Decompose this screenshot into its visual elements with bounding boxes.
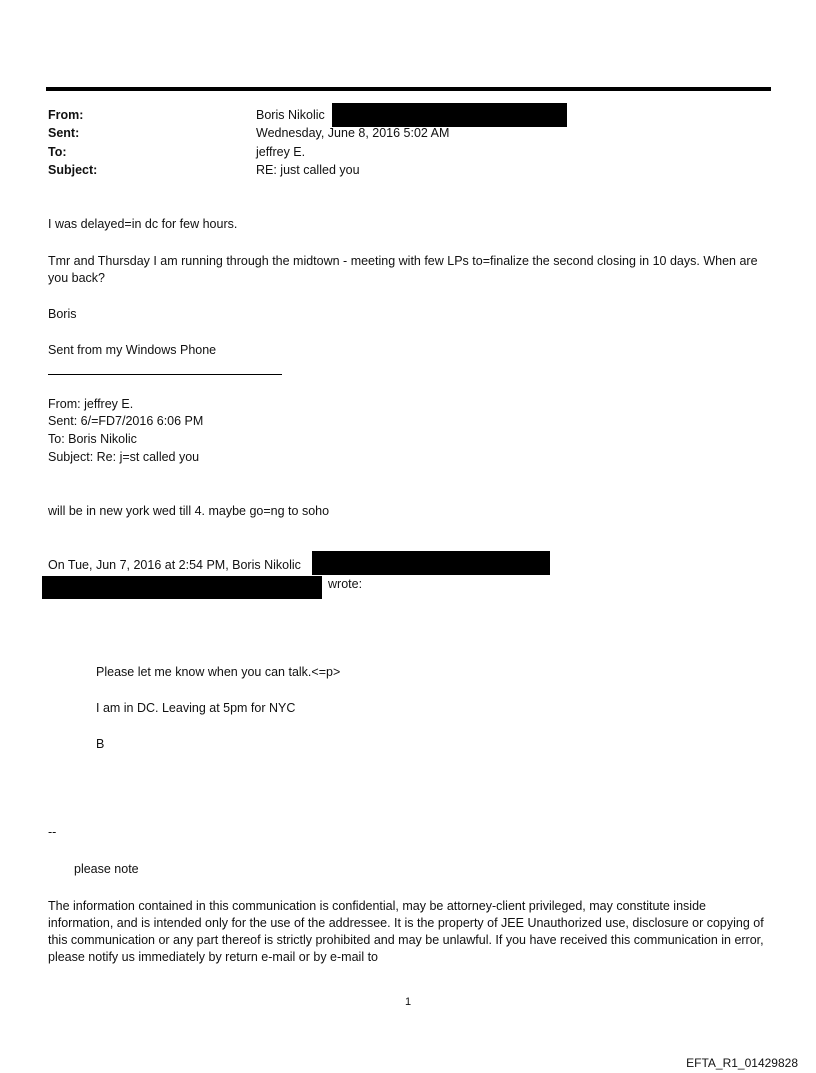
sent-value: Wednesday, June 8, 2016 5:02 AM [256, 126, 450, 140]
sent-label: Sent: [48, 126, 80, 140]
body-line-2: Tmr and Thursday I am running through the midtown - meeting with few LPs to=finalize the second closing in 10 days. When are you back? [48, 254, 758, 285]
bates-number: EFTA_R1_01429828 [686, 1056, 798, 1070]
to-label: To: [48, 145, 67, 159]
please-note: please note [74, 862, 139, 876]
subject-value: RE: just called you [256, 163, 360, 177]
quoted-sent: Sent: 6/=FD7/2016 6:06 PM [48, 414, 204, 428]
page-number: 1 [404, 996, 412, 1008]
quoted-subject: Subject: Re: j=st called you [48, 450, 200, 464]
quoted-message: will be in new york wed till 4. maybe go=ng to soho [48, 504, 330, 518]
signature-dashes: -- [48, 825, 57, 839]
top-rule [46, 87, 771, 91]
nested-line-3: B [96, 737, 105, 751]
separator-line [48, 374, 282, 375]
quoted-to: To: Boris Nikolic [48, 432, 137, 446]
to-value: jeffrey E. [256, 145, 306, 159]
body-signoff: Boris [48, 307, 77, 321]
sent-from-line: Sent from my Windows Phone [48, 343, 217, 357]
from-label: From: [48, 108, 84, 122]
disclaimer: The information contained in this communication is confidential, may be attorney-client privileged, may constitute inside information, and is intended only for the use of the addressee. It is the property of JEE Unauthorized use, disclosure or copying of this communication or any part thereof is strictly prohibited and may be unlawful. If you have received this communication in error, please notify us immediately by return e-mail or by e-mail to [48, 899, 764, 964]
from-value: Boris Nikolic [256, 108, 325, 122]
subject-label: Subject: [48, 163, 98, 177]
nested-line-1: Please let me know when you can talk.<=p> [96, 665, 341, 679]
quoted-from: From: jeffrey E. [48, 397, 134, 411]
nested-intro: On Tue, Jun 7, 2016 at 2:54 PM, Boris Nikolic [48, 558, 301, 572]
nested-wrote: wrote: [328, 577, 363, 591]
redaction-box [312, 551, 550, 575]
body-line-1: I was delayed=in dc for few hours. [48, 217, 238, 231]
redaction-box [42, 576, 322, 599]
nested-line-2: I am in DC. Leaving at 5pm for NYC [96, 701, 296, 715]
redaction-box [332, 103, 567, 127]
